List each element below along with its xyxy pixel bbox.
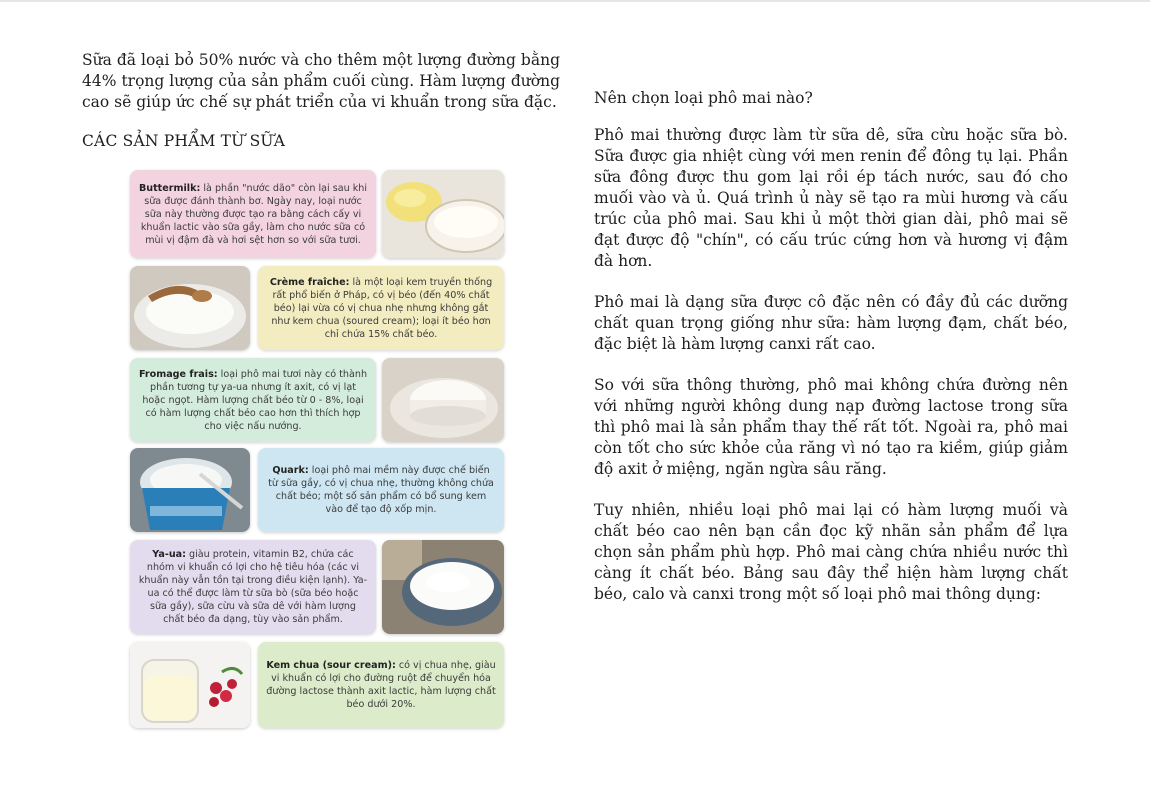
product-card-sour-cream bbox=[258, 642, 504, 728]
product-name: Crème fraîche: bbox=[269, 276, 350, 288]
product-card-quark bbox=[258, 448, 504, 532]
body-paragraph: So với sữa thông thường, phô mai không chứa đường nên với những người không dung nạp đường lactose trong sữa thì phô mai là sản phẩm thay thế rất tốt. Ngoài ra, phô mai còn tốt cho sức khỏe của răng vì nó tạo ra kiềm, giúp giảm độ axit ở miệng, ngăn ngừa sâu răng. bbox=[594, 376, 1068, 478]
product-name: Buttermilk: bbox=[138, 182, 201, 194]
sour-cream-jar-image bbox=[130, 642, 250, 728]
product-name: Fromage frais: bbox=[138, 368, 218, 380]
page-top-rule bbox=[0, 0, 1150, 2]
yogurt-bowl-image bbox=[382, 540, 504, 634]
product-description: có vị chua nhẹ, giàu vi khuẩn có lợi cho đường ruột để chuyển hóa đường lactose thành axit lactic, hàm lượng chất béo dưới 20%. bbox=[266, 660, 496, 710]
left-column bbox=[82, 50, 560, 152]
right-column bbox=[594, 88, 1068, 625]
product-card-yogurt bbox=[130, 540, 376, 634]
product-description: loại phô mai tươi này có thành phần tương tự ya-ua nhưng ít axit, có vị lạt hoặc ngọt. Hàm lượng chất béo từ 0 - 8%, loại có hàm lượng chất béo cao hơn thì thích hợp cho việc nấu nướng. bbox=[142, 368, 368, 432]
section-heading: CÁC SẢN PHẨM TỪ SỮA bbox=[82, 132, 286, 150]
product-description: loại phô mai mềm này được chế biến từ sữa gầy, có vị chua nhẹ, thường không chứa chất béo; một số sản phẩm có bổ sung kem vào để tạo độ xốp mịn. bbox=[268, 465, 494, 515]
quark-cup-image bbox=[130, 448, 250, 532]
product-name: Ya-ua: bbox=[152, 549, 186, 560]
product-description: là một loại kem truyền thống rất phổ biến ở Pháp, có vị béo (đến 40% chất béo) lại vừa có vị chua nhẹ nhưng không gắt như kem chua (soured cream); loại ít béo hơn chỉ chứa 15% chất béo. bbox=[271, 276, 493, 340]
question-heading: Nên chọn loại phô mai nào? bbox=[594, 89, 813, 107]
intro-paragraph: Sữa đã loại bỏ 50% nước và cho thêm một lượng đường bằng 44% trọng lượng của sản phẩm cuối cùng. Hàm lượng đường cao sẽ giúp ức chế sự phát triển của vi khuẩn trong sữa đặc. bbox=[82, 51, 560, 111]
product-card-buttermilk bbox=[130, 170, 376, 258]
product-name: Quark: bbox=[272, 465, 309, 476]
cream-bowl-image bbox=[382, 170, 504, 258]
dairy-products-infographic bbox=[128, 168, 506, 730]
body-paragraph: Phô mai là dạng sữa được cô đặc nên có đầy đủ các dưỡng chất quan trọng giống như sữa: hàm lượng đạm, chất béo, đặc biệt là hàm lượng canxi rất cao. bbox=[594, 293, 1068, 353]
product-name: Kem chua (sour cream): bbox=[266, 660, 396, 671]
product-card-fromage-frais bbox=[130, 358, 376, 442]
product-description: giàu protein, vitamin B2, chứa các nhóm vi khuẩn có lợi cho hệ tiêu hóa (các vi khuẩn này vẫn tồn tại trong điều kiện lạnh). Ya-ua có thể được làm từ sữa bò (sữa béo hoặc sữa gầy), sữa cừu và sữa dê với hàm lượng chất béo đa dạng, tùy vào sản phẩm. bbox=[138, 549, 368, 625]
product-card-creme-fraiche bbox=[258, 266, 504, 350]
fresh-cheese-image bbox=[382, 358, 504, 442]
product-description: là phần "nước dão" còn lại sau khi sữa được đánh thành bơ. Ngày nay, loại nước sữa này thường được tạo ra bằng cách cấy vi khuẩn lactic vào sữa gầy, làm cho nước sữa có mùi vị đậm đà và hơi sệt hơn so với sữa tươi. bbox=[140, 182, 368, 246]
body-paragraph: Tuy nhiên, nhiều loại phô mai lại có hàm lượng muối và chất béo cao nên bạn cần đọc kỹ nhãn sản phẩm để lựa chọn sản phẩm phù hợp. Phô mai càng chứa nhiều nước thì càng ít chất béo. Bảng sau đây thể hiện hàm lượng chất béo, calo và canxi trong một số loại phô mai thông dụng: bbox=[594, 501, 1068, 603]
creme-fraiche-image bbox=[130, 266, 250, 350]
body-paragraph: Phô mai thường được làm từ sữa dê, sữa cừu hoặc sữa bò. Sữa được gia nhiệt cùng với men renin để đông tụ lại. Phần sữa đông được thu gom lại rồi ép tách nước, sau đó cho muối vào và ủ. Quá trình ủ này sẽ tạo ra mùi hương và cấu trúc của phô mai. Sau khi ủ một thời gian dài, phô mai sẽ đạt được độ "chín", có cấu trúc cứng hơn và hương vị đậm đà hơn. bbox=[594, 126, 1068, 270]
